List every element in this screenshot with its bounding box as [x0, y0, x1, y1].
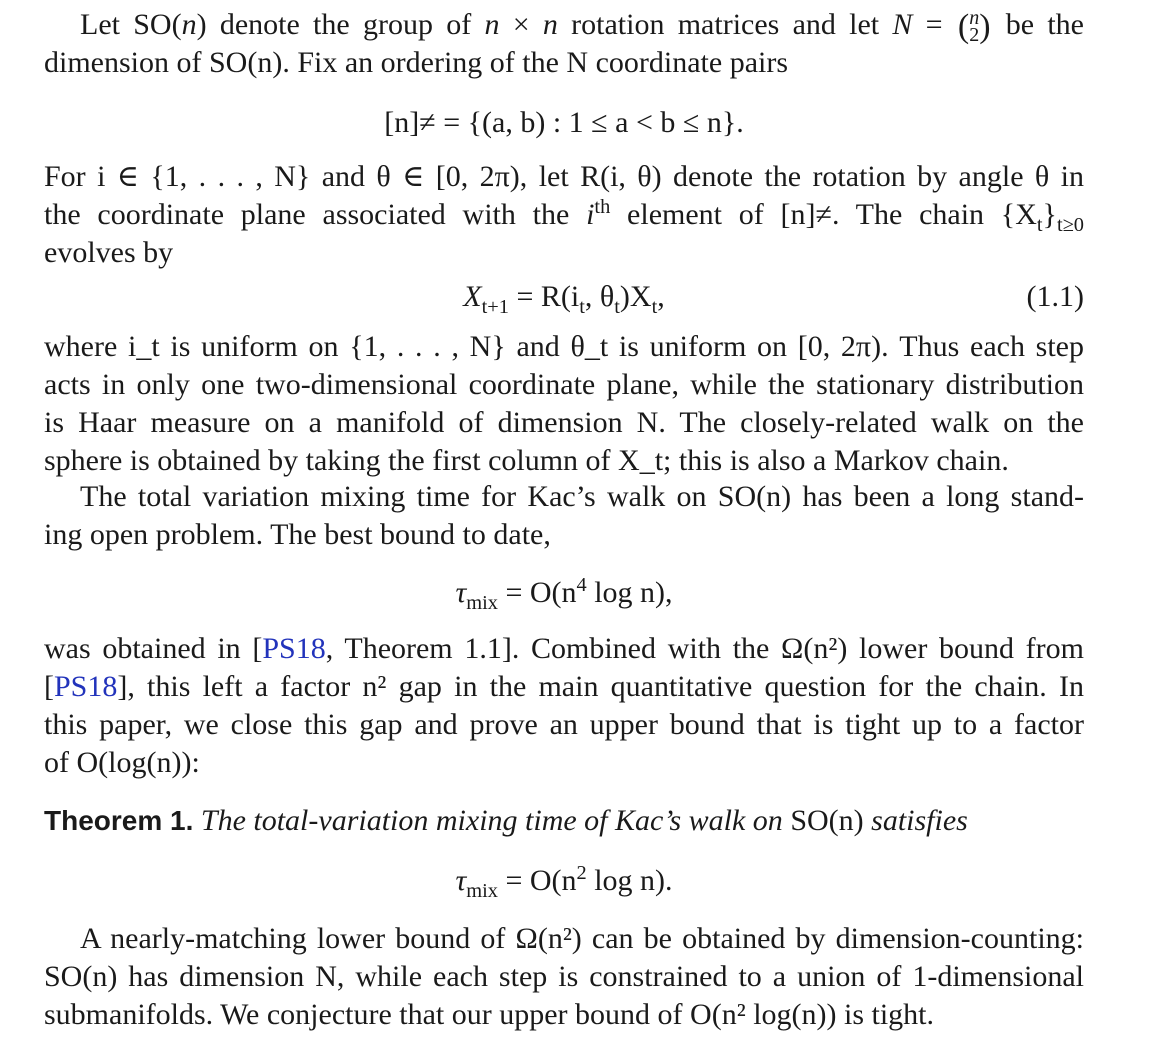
math-var: τ	[455, 864, 467, 897]
text-run: )X	[619, 280, 652, 313]
paragraph-4-line-1: The total variation mixing time for Kac’s walk on SO(n) has been a long stand-	[80, 480, 1084, 513]
paragraph-3-line-1: where i_t is uniform on {1, . . . , N} and θ_t is uniform on [0, 2π). Thus each step	[44, 330, 1084, 363]
paragraph-2-line-1: For i ∈ {1, . . . , N} and θ ∈ [0, 2π), let R(i, θ) denote the rotation by angle θ in	[44, 160, 1084, 193]
math-var: n	[181, 8, 197, 41]
equation-coordinate-pairs: [n]≠ = {(a, b) : 1 ≤ a < b ≤ n}.	[384, 106, 744, 139]
math-var: i	[586, 198, 595, 231]
paragraph-6-line-2: SO(n) has dimension N, while each step is constrained to a union of 1-dimensional	[44, 960, 1084, 993]
text-run: = R(i	[508, 280, 580, 313]
binom-bottom: 2	[969, 24, 980, 47]
math-op: ×	[499, 8, 543, 41]
text-run: the coordinate plane associated with the	[44, 198, 587, 231]
text-run: , θ	[584, 280, 615, 313]
text-run: was obtained in [	[44, 632, 263, 665]
text-run: log n).	[586, 864, 673, 897]
paragraph-5-line-3: this paper, we close this gap and prove an upper bound that is tight up to a factor	[44, 708, 1084, 741]
text-run: ,	[657, 280, 665, 313]
citation-link-ps18[interactable]: PS18	[262, 632, 326, 665]
text-run: Let SO(	[80, 8, 182, 41]
superscript: 4	[576, 574, 587, 596]
math-var: N	[892, 8, 913, 41]
subscript: t	[614, 296, 620, 318]
text-run: element of [n]≠. The chain {X	[610, 198, 1037, 231]
paragraph-1-line-2: dimension of SO(n). Fix an ordering of the N coordinate pairs	[44, 46, 789, 79]
subscript: t+1	[481, 296, 509, 318]
paragraph-5-line-4: of O(log(n)):	[44, 746, 200, 779]
equation-main-result	[44, 862, 1084, 900]
paragraph-6-line-3: submanifolds. We conjecture that our upper bound of O(n² log(n)) is tight.	[44, 998, 935, 1031]
text-run: ], this left a factor n² gap in the main quantitative question for the chain. In	[117, 670, 1084, 703]
citation-link-ps18[interactable]: PS18	[54, 670, 118, 703]
binomial-coefficient: (n 2)	[957, 7, 991, 47]
theorem-heading: Theorem 1.	[44, 805, 194, 836]
math-expr: SO(n)	[790, 804, 864, 837]
paragraph-2-line-2	[44, 196, 1084, 234]
paragraph-1-line-1	[44, 6, 1084, 47]
subscript: t	[579, 296, 585, 318]
text-run: log n),	[586, 576, 673, 609]
subscript: t	[1036, 214, 1043, 236]
superscript: 2	[576, 862, 587, 884]
paragraph-3-line-4: sphere is obtained by taking the first column of X_t; this is also a Markov chain.	[44, 444, 1009, 477]
paragraph-6-line-1: A nearly-matching lower bound of Ω(n²) can be obtained by dimension-counting:	[80, 922, 1084, 955]
text-run: = O(n	[497, 864, 577, 897]
subscript: mix	[466, 592, 498, 614]
math-var: n	[484, 8, 500, 41]
paragraph-5-line-2	[44, 668, 1084, 706]
theorem-1	[44, 802, 1084, 840]
paper-page	[44, 0, 1084, 1058]
math-var: τ	[455, 576, 467, 609]
theorem-text: satisfies	[863, 804, 968, 837]
text-run: ) denote the group of	[196, 8, 485, 41]
paragraph-4-line-2: ing open problem. The best bound to date,	[44, 518, 551, 551]
text-run: rotation matrices and let	[557, 8, 893, 41]
paragraph-2-line-3: evolves by	[44, 236, 174, 269]
text-run: = O(n	[497, 576, 577, 609]
paragraph-5-line-1	[44, 630, 1084, 668]
subscript: t≥0	[1056, 214, 1085, 236]
superscript: th	[594, 196, 611, 218]
equation-best-bound	[44, 574, 1084, 612]
paragraph-3-line-2: acts in only one two-dimensional coordinate plane, while the stationary distribution	[44, 368, 1084, 401]
theorem-text: The total-variation mixing time of Kac’s walk on	[200, 804, 791, 837]
math-var: X	[463, 280, 482, 313]
text-run: [	[44, 670, 54, 703]
subscript: mix	[466, 880, 498, 902]
equation-number: (1.1)	[1026, 280, 1084, 313]
text-run: }	[1042, 198, 1057, 231]
text-run: be the	[992, 8, 1084, 41]
math-op: =	[912, 8, 956, 41]
equation-chain-update	[44, 278, 1084, 316]
paragraph-3-line-3: is Haar measure on a manifold of dimension N. The closely-related walk on the	[44, 406, 1084, 439]
binom-top: n	[969, 7, 980, 30]
text-run: , Theorem 1.1]. Combined with the Ω(n²) lower bound from	[325, 632, 1084, 665]
math-var: n	[542, 8, 558, 41]
subscript: t	[651, 296, 658, 318]
